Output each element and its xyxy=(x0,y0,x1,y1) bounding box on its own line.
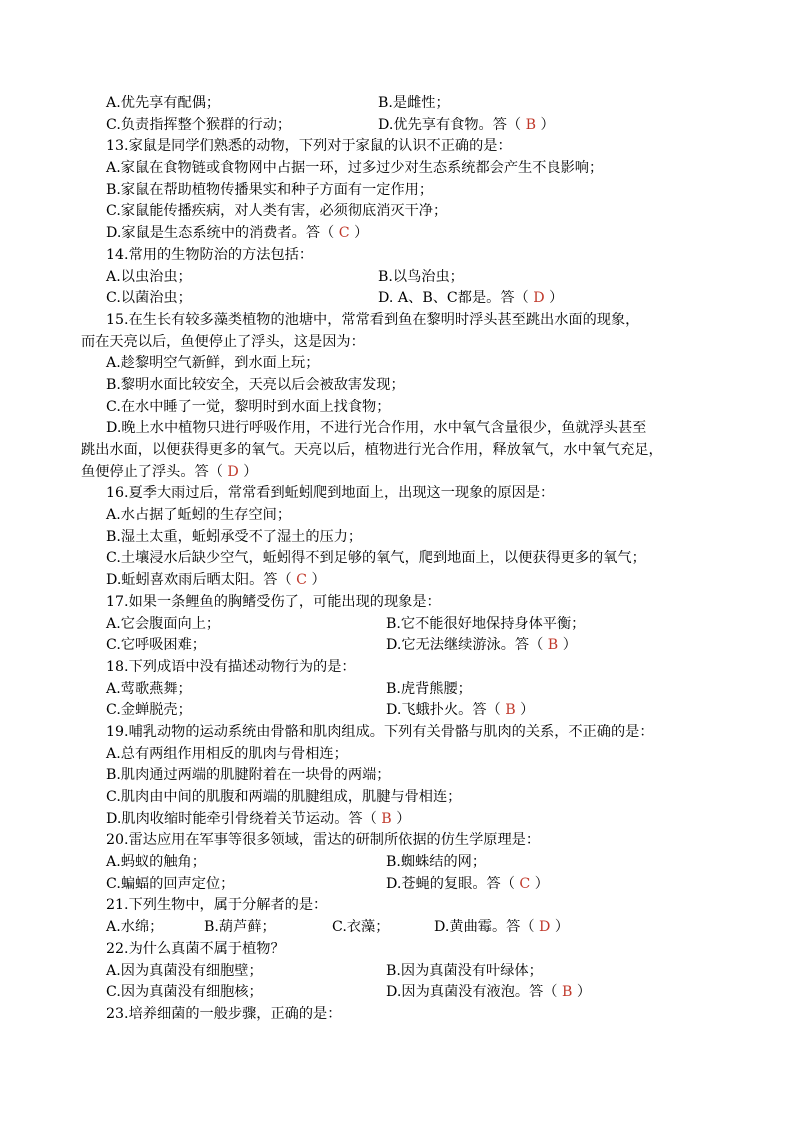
q22-options-row-2 xyxy=(106,982,718,1004)
q20-option-c: C.蝙蝠的回声定位； xyxy=(106,875,235,892)
q12-option-d: D.优先享有食物。答（ B ） xyxy=(378,116,555,133)
q18-option-d: D.飞蛾扑火。答（ B ） xyxy=(386,702,535,719)
q18-option-b: B.虎背熊腰； xyxy=(386,680,472,697)
q13-answer: C xyxy=(334,225,355,242)
q22-answer: B xyxy=(557,984,577,1001)
q15-stem-line-2: 而在天亮以后，鱼便停止了浮头，这是因为： xyxy=(81,333,365,350)
q20-answer: C xyxy=(514,875,535,892)
q12-option-c: C.负责指挥整个猴群的行动； xyxy=(106,116,292,133)
q22-option-a: A.因为真菌没有细胞壁； xyxy=(106,962,263,979)
q15-option-d-line-3: 鱼便停止了浮头。答（ D ） xyxy=(81,463,258,480)
q20-options-row-2 xyxy=(106,874,718,896)
q17-option-c: C.它呼吸困难； xyxy=(106,637,206,654)
q20-option-d: D.苍蝇的复眼。答（ C ） xyxy=(386,875,549,892)
q14-option-b: B.以鸟治虫； xyxy=(378,268,464,285)
q18-options-row-1 xyxy=(106,679,718,701)
q22-options-row-1 xyxy=(106,961,718,983)
q16-option-c: C.土壤浸水后缺少空气，蚯蚓得不到足够的氧气，爬到地面上，以便获得更多的氧气； xyxy=(106,550,646,567)
q19-stem: 19.哺乳动物的运动系统由骨骼和肌肉组成。下列有关骨骼与肌肉的关系，不正确的是： xyxy=(106,723,654,740)
q17-options-row-1 xyxy=(106,614,718,636)
q22-option-c: C.因为真菌没有细胞核； xyxy=(106,984,263,1001)
q15-option-d-line-2: 跳出水面，以便获得更多的氧气。天亮以后，植物进行光合作用，释放氧气，水中氧气充足， xyxy=(81,442,663,458)
q16-stem: 16.夏季大雨过后，常常看到蚯蚓爬到地面上，出现这一现象的原因是： xyxy=(106,485,555,502)
q21-options-row xyxy=(106,917,718,939)
q16-answer: C xyxy=(291,572,312,589)
q18-option-c: C.金蝉脱壳； xyxy=(106,702,192,719)
q14-answer: D xyxy=(528,290,550,307)
q15-option-a: A.趁黎明空气新鲜，到水面上玩； xyxy=(106,355,320,372)
q17-option-a: A.它会腹面向上； xyxy=(106,615,221,632)
q21-option-b: B.葫芦藓； xyxy=(204,919,276,936)
q15-option-d-line-1: D.晚上水中植物只进行呼吸作用，不进行光合作用，水中氧气含量很少，鱼就浮头甚至 xyxy=(106,420,647,437)
q18-stem: 18.下列成语中没有描述动物行为的是： xyxy=(106,658,356,675)
q16-option-a: A.水占据了蚯蚓的生存空间； xyxy=(106,507,292,524)
q19-option-b: B.肌肉通过两端的肌腱附着在一块骨的两端； xyxy=(106,767,391,784)
q21-answer: D xyxy=(534,919,555,936)
q22-stem: 22.为什么真菌不属于植物？ xyxy=(106,940,285,957)
q19-option-a: A.总有两组作用相反的肌肉与骨相连； xyxy=(106,745,348,762)
q13-stem: 13.家鼠是同学们熟悉的动物，下列对于家鼠的认识不正确的是： xyxy=(106,138,512,155)
q14-stem: 14.常用的生物防治的方法包括： xyxy=(106,246,314,263)
q17-option-b: B.它不能很好地保持身体平衡； xyxy=(386,615,586,632)
q14-options-row-2 xyxy=(106,288,718,310)
q20-options-row-1 xyxy=(106,852,718,874)
q15-answer: D xyxy=(222,463,244,480)
q15-option-b: B.黎明水面比较安全，天亮以后会被敌害发现； xyxy=(106,376,405,393)
q15-stem-line-1: 15.在生长有较多藻类植物的池塘中，常常看到鱼在黎明时浮头甚至跳出水面的现象， xyxy=(106,311,640,328)
q12-answer: B xyxy=(521,116,541,133)
q21-option-d: D.黄曲霉。答（ D ） xyxy=(434,919,570,936)
q19-option-d: D.肌肉收缩时能牵引骨绕着关节运动。答（ B ） xyxy=(106,810,411,827)
q17-stem: 17.如果一条鲤鱼的胸鳍受伤了，可能出现的现象是： xyxy=(106,593,441,610)
q14-option-d: D. A、B、C都是。答（ D ） xyxy=(378,290,564,307)
q20-stem: 20.雷达应用在军事等很多领域，雷达的研制所依据的仿生学原理是： xyxy=(106,832,541,849)
q18-option-a: A.莺歌燕舞； xyxy=(106,680,192,697)
q13-option-c: C.家鼠能传播疾病，对人类有害，必须彻底消灭干净； xyxy=(106,203,448,220)
q17-option-d: D.它无法继续游泳。答（ B ） xyxy=(386,637,577,654)
q22-option-b: B.因为真菌没有叶绿体； xyxy=(386,962,543,979)
q19-answer: B xyxy=(376,810,397,827)
q15-option-c: C.在水中睡了一觉，黎明时到水面上找食物； xyxy=(106,398,391,415)
q12-options-row-1 xyxy=(106,93,718,115)
q23-stem: 23.培养细菌的一般步骤，正确的是： xyxy=(106,1005,342,1022)
q12-option-b: B.是雌性； xyxy=(378,95,450,111)
q20-option-b: B.蜘蛛结的网； xyxy=(386,854,487,871)
q13-option-b: B.家鼠在帮助植物传播果实和种子方面有一定作用； xyxy=(106,181,434,198)
q20-option-a: A.蚂蚁的触角； xyxy=(106,854,206,871)
q16-option-d: D.蚯蚓喜欢雨后晒太阳。答（ C ） xyxy=(106,572,326,589)
q21-stem: 21.下列生物中，属于分解者的是： xyxy=(106,897,328,914)
q12-option-a: A.优先享有配偶； xyxy=(106,95,221,111)
q16-option-b: B.湿土太重，蚯蚓承受不了湿土的压力； xyxy=(106,528,363,545)
q19-option-c: C.肌肉由中间的肌腹和两端的肌腱组成，肌腱与骨相连； xyxy=(106,789,462,805)
q21-option-a: A.水绵； xyxy=(106,919,164,936)
q13-option-a: A.家鼠在食物链或食物网中占据一环，过多过少对生态系统都会产生不良影响； xyxy=(106,160,604,177)
q12-options-row-2 xyxy=(106,115,718,137)
q14-option-c: C.以菌治虫； xyxy=(106,290,192,307)
q13-option-d: D.家鼠是生态系统中的消费者。答（ C ） xyxy=(106,225,369,242)
q17-options-row-2 xyxy=(106,635,718,657)
document-page xyxy=(81,93,718,1026)
q18-answer: B xyxy=(500,702,521,719)
q17-answer: B xyxy=(543,637,563,654)
q22-option-d: D.因为真菌没有液泡。答（ B ） xyxy=(386,984,592,1001)
q21-option-c: C.衣藻； xyxy=(332,919,390,936)
q14-options-row-1 xyxy=(106,267,718,289)
q14-option-a: A.以虫治虫； xyxy=(106,268,192,285)
q18-options-row-2 xyxy=(106,700,718,722)
